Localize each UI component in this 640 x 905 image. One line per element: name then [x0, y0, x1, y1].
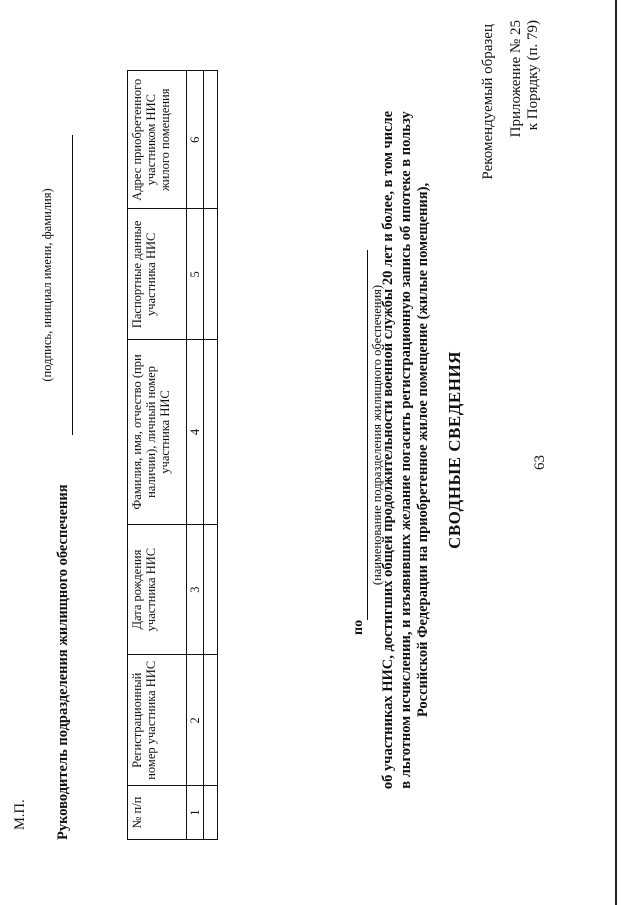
table-cell: [204, 524, 218, 655]
table-header-row: [128, 71, 187, 840]
page-edge-line: [615, 0, 617, 905]
signature-caption: (подпись, инициал имени, фамилия): [40, 188, 54, 382]
sample-label: Рекомендуемый образец: [480, 24, 496, 180]
header-cell: Адрес приобретенного участником НИС жилого помещения: [128, 71, 187, 209]
department-field-line: [367, 250, 368, 620]
header-cell: Дата рождения участника НИС: [128, 524, 187, 655]
column-number: 1: [187, 786, 204, 840]
document-heading: [380, 100, 433, 800]
header-cell: № п/п: [128, 786, 187, 840]
table-cell: [204, 655, 218, 786]
column-number: 2: [187, 655, 204, 786]
header-cell: Фамилия, имя, отчество (при наличии), личный номер участника НИС: [128, 340, 187, 525]
column-number: 5: [187, 209, 204, 340]
appendix-block: [508, 20, 542, 280]
column-number: 4: [187, 340, 204, 525]
document-title: СВОДНЫЕ СВЕДЕНИЯ: [445, 351, 464, 549]
table-cell: [204, 209, 218, 340]
head-label: Руководитель подразделения жилищного обеспечения: [55, 484, 71, 840]
table-cell: [204, 71, 218, 209]
table-number-row: [187, 71, 204, 840]
column-number: 6: [187, 71, 204, 209]
header-cell: Паспортные данные участника НИС: [128, 209, 187, 340]
appendix-line-1: Приложение № 25: [508, 20, 524, 138]
heading-line-2: в льготном исчислении, и изъявивших желание погасить регистрационную запись об ипотеке в пользу: [397, 111, 414, 789]
table-cell: [204, 340, 218, 525]
column-number: 3: [187, 524, 204, 655]
department-caption: (наименование подразделения жилищного обеспечения): [370, 284, 384, 586]
stamp-label: М.П.: [12, 799, 28, 830]
data-table: [127, 70, 218, 840]
appendix-line-2: к Порядку (п. 79): [525, 20, 541, 131]
po-label: по: [351, 619, 366, 635]
heading-line-1: об участниках НИС, достигших общей продолжительности военной службы 20 лет и более, в том числе: [380, 110, 396, 790]
header-cell: Регистрационный номер участника НИС: [128, 655, 187, 786]
heading-line-3: Российской Федерации на приобретенное жилое помещение (жилые помещения),: [415, 182, 431, 718]
table-empty-row: [204, 71, 218, 840]
page-number: 63: [532, 455, 548, 470]
signature-line: [72, 135, 73, 435]
rotated-page: [12, 20, 600, 880]
table-cell: [204, 786, 218, 840]
